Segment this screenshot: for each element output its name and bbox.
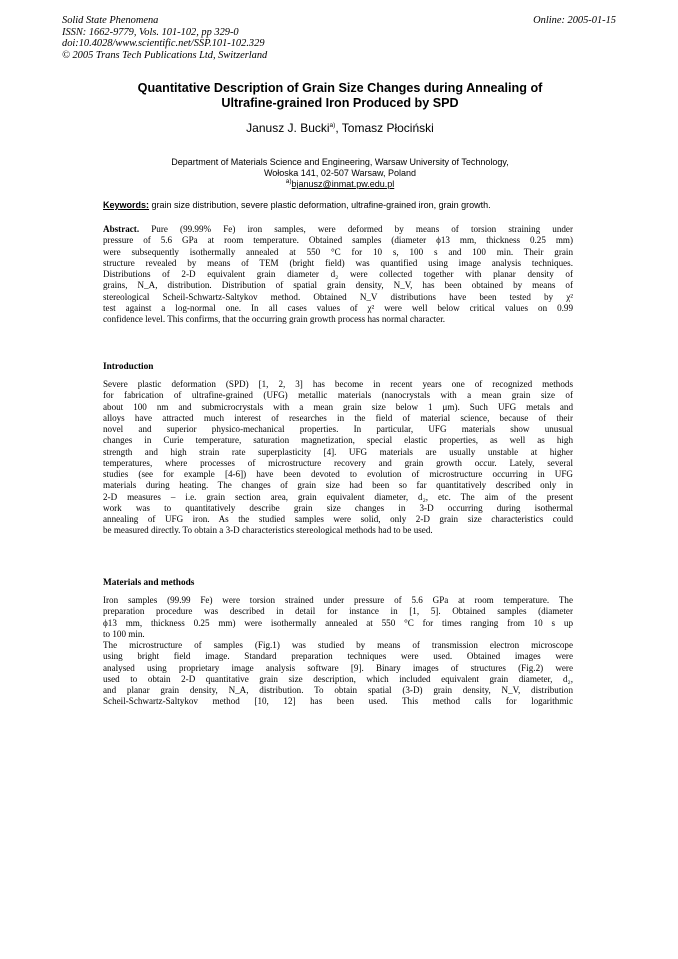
keywords-label: Keywords:	[103, 200, 150, 210]
email-mark: a)	[285, 178, 292, 185]
introduction-line: novel and superior physico-mechanical properties. In particular, UFG materials show unusual	[103, 424, 573, 434]
methods-line: The microstructure of samples (Fig.1) was studied by means of transmission electron microscope	[103, 640, 573, 650]
introduction-line: be measured directly. To obtain a 3-D characteristics stereological methods had to be used.	[103, 525, 433, 536]
introduction-line: work was to quantitatively describe grain size changes in 3-D occurring during isothermal	[103, 502, 573, 513]
introduction-line: annealing of UFG iron. As the studied samples were solid, only 2-D grain size characteristics could	[103, 514, 573, 524]
issn-line: ISSN: 1662-9779, Vols. 101-102, pp 329-0	[62, 26, 239, 38]
methods-line: to 100 min.	[103, 628, 145, 639]
email-line	[80, 179, 600, 190]
methods-line: preparation procedure was described in detail for instance in [1, 5]. Obtained samples (diameter	[103, 606, 573, 617]
introduction-line: materials during heating. The changes of grain size had been so far quantitatively described only in	[103, 480, 573, 491]
abstract-line: stereological Scheil-Schwartz-Saltykov method. Obtained N_V distributions have been tested by χ²	[103, 291, 573, 302]
abstract-line: Distributions of 2-D equivalent grain diameter d₂ were collected together with planar density of	[103, 269, 573, 279]
author-separator: ,	[335, 121, 342, 135]
author-1: Janusz J. Bucki	[246, 121, 330, 135]
introduction-line: about 100 nm and submicrocrystals with a mean grain size below 1 μm). Such UFG metals and	[103, 401, 573, 412]
title-line-2: Ultrafine-grained Iron Produced by SPD	[221, 96, 459, 110]
methods-line: used to obtain 2-D quantitative grain size description, which included equivalent grain diameter, d₂,	[103, 673, 573, 684]
abstract-line: pressure of 5.6 GPa at room temperature. Obtained samples (diameter ϕ13 mm, thickness 0.25 mm)	[103, 235, 573, 246]
abstract-paragraph	[103, 224, 573, 325]
introduction-line: studies (see for example [4-6]) have been devoted to evolution of microstructure occurring in UFG	[103, 469, 573, 479]
methods-line: Iron samples (99.99 Fe) were torsion strained under pressure of 5.6 GPa at room temperature. The	[103, 595, 573, 605]
methods-line: and planar grain density, N_A, distribution. To obtain spatial (3-D) grain density, N_V, distribution	[103, 685, 573, 695]
keywords-text: grain size distribution, severe plastic deformation, ultrafine-grained iron, grain growth.	[149, 200, 491, 210]
introduction-line: temperatures, where processes of microstructure recovery and grain growth occur. Lately, several	[103, 457, 573, 468]
copyright-line: © 2005 Trans Tech Publications Ltd, Switzerland	[62, 49, 268, 61]
methods-paragraph	[103, 595, 573, 708]
online-date: Online: 2005-01-15	[533, 15, 616, 26]
author-list	[80, 121, 600, 135]
methods-line: ϕ13 mm, thickness 0.25 mm) were isothermally annealed at 550 °C for times ranging from 10 s up	[103, 617, 573, 628]
paper-title	[80, 81, 600, 111]
abstract-line: grains, N_A, distribution. Distribution of spatial grain density, N_V, has been obtained by means of	[103, 280, 573, 291]
methods-line: Scheil-Schwartz-Saltykov method [10, 12] has been used. This method calls for logarithmic	[103, 696, 573, 707]
author-1-affiliation-mark: a)	[329, 122, 336, 129]
keywords	[103, 200, 573, 210]
publication-header	[62, 15, 362, 61]
methods-line: analysed using proprietary image analysis software [9]. Binary images of structures (Fig.2) were	[103, 662, 573, 673]
journal-name: Solid State Phenomena	[62, 15, 159, 26]
abstract-line: test against a log-normal one. In all cases values of χ² were well below critical values on 0.99	[103, 302, 573, 313]
abstract-line: Abstract. Pure (99.99% Fe) iron samples, were deformed by means of torsion straining under	[103, 224, 573, 234]
abstract-label: Abstract.	[103, 224, 140, 234]
methods-line: using bright field image. Standard preparation techniques were used. Obtained images were	[103, 651, 573, 662]
introduction-line: for fabrication of ultrafine-grained (UFG) metallic materials (nanocrystals with a mean grain size of	[103, 390, 573, 401]
introduction-heading: Introduction	[103, 362, 154, 372]
author-2: Tomasz Płociński	[341, 121, 434, 135]
abstract-line: were subsequently isothermally annealed at 550 °C for 10 s, 100 s and 100 min. Their grain	[103, 246, 573, 257]
introduction-line: changes in Curie temperature, saturation magnetization, special elastic properties, as well as high	[103, 435, 573, 446]
doi-line: doi:10.4028/www.scientific.net/SSP.101-102.329	[62, 38, 265, 50]
title-line-1: Quantitative Description of Grain Size Changes during Annealing of	[137, 81, 543, 95]
abstract-line: structure revealed by means of TEM (bright field) was quantified using image analysis techniques.	[103, 257, 573, 268]
introduction-line: strength and high strain rate superplasticity [4]. UFG materials are usually unstable at higher	[103, 446, 573, 457]
introduction-line: 2-D measures – i.e. grain section area, grain equivalent diameter, d₂, etc. The aim of the present	[103, 491, 573, 502]
introduction-paragraph	[103, 379, 573, 537]
introduction-line: alloys have attracted much interest of researches in the field of material science, because of their	[103, 412, 573, 423]
affiliation	[80, 157, 600, 190]
introduction-line: Severe plastic deformation (SPD) [1, 2, 3] has become in recent years one of recognized methods	[103, 379, 573, 389]
affiliation-line-2: Wołoska 141, 02-507 Warsaw, Poland	[263, 168, 417, 178]
author-email-link[interactable]: bjanusz@inmat.pw.edu.pl	[291, 179, 395, 189]
methods-heading: Materials and methods	[103, 578, 195, 588]
affiliation-line-1: Department of Materials Science and Engineering, Warsaw University of Technology,	[171, 157, 509, 167]
abstract-line: confidence level. This confirms, that the occurring grain growth process has normal character.	[103, 314, 445, 324]
